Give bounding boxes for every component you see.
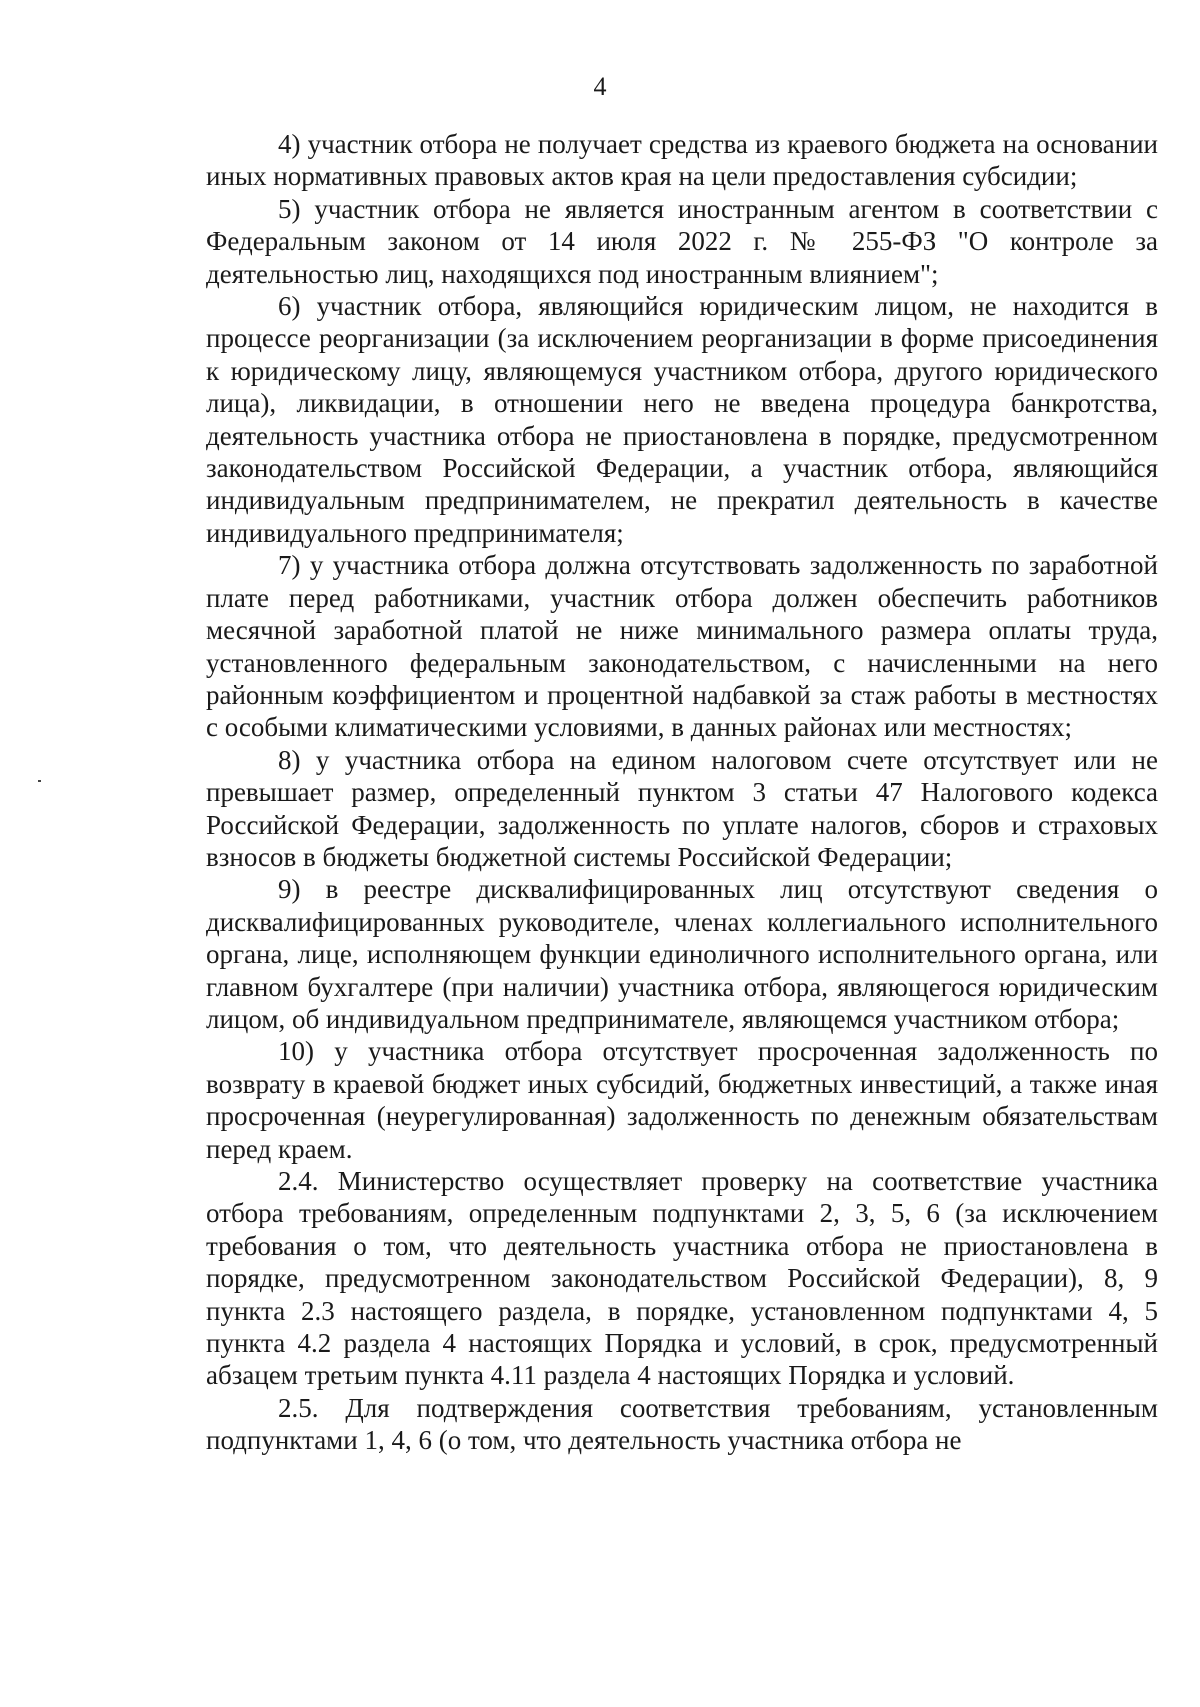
paragraph-item-8: 8) у участника отбора на едином налоговом счете отсутствует или не превышает размер, определенный пунктом 3 статьи 47 Налогового кодекса Российской Федерации, задолженность по уплате налогов, сборов и страховых взносов в бюджеты бюджетной системы Российской Федерации; — [206, 744, 1158, 872]
paragraph-item-4: 4) участник отбора не получает средства из краевого бюджета на основании иных нормативных правовых актов края на цели предоставления субсидии; — [206, 129, 1158, 192]
paragraph-clause-2-4: 2.4. Министерство осуществляет проверку на соответствие участника отбора требованиям, определенным подпунктами 2, 3, 5, 6 (за исключением требования о том, что деятельность участника отбора не приостановлена в порядке, предусмотренном законодательством Российской Федерации), 8, 9 пункта 2.3 настоящего раздела, в порядке, установленном подпунктами 4, 5 пункта 4.2 раздела 4 настоящих Порядка и условий, в срок, предусмотренный абзацем третьим пункта 4.11 раздела 4 настоящих Порядка и условий. — [206, 1166, 1158, 1391]
paragraph-item-7: 7) у участника отбора должна отсутствовать задолженность по заработной плате перед работниками, участник отбора должен обеспечить работников месячной заработной платой не ниже минимального размера оплаты труда, установленного федеральным законодательством, с начисленными на него районным коэффициентом и процентной надбавкой за стаж работы в местностях с особыми климатическими условиями, в данных районах или местностях; — [206, 550, 1158, 743]
paragraph-item-6: 6) участник отбора, являющийся юридическим лицом, не находится в процессе реорганизации (за исключением реорганизации в форме присоединения к юридическому лицу, являющемуся участником отбора, другого юридического лица), ликвидации, в отношении него не введена процедура банкротства, деятельность участника отбора не приостановлена в порядке, предусмотренном законодательством Российской Федерации, а участник отбора, являющийся индивидуальным предпринимателем, не прекратил деятельность в качестве индивидуального предпринимателя; — [206, 291, 1158, 548]
paragraph-clause-2-5: 2.5. Для подтверждения соответствия требованиям, установленным подпунктами 1, 4, 6 (о том, что деятельность участника отбора не — [206, 1392, 1158, 1456]
paragraph-item-9: 9) в реестре дисквалифицированных лиц отсутствуют сведения о дисквалифицированных руководителе, членах коллегиального исполнительного органа, лице, исполняющем функции единоличного исполнительного органа, или главном бухгалтере (при наличии) участника отбора, являющегося юридическим лицом, об индивидуальном предпринимателе, являющемся участником отбора; — [206, 874, 1158, 1034]
scan-mark — [38, 780, 41, 782]
page-number: 4 — [593, 72, 607, 101]
document-body — [206, 128, 1158, 1457]
paragraph-item-5: 5) участник отбора не является иностранным агентом в соответствии с Федеральным законом от 14 июля 2022 г. № 255-ФЗ "О контроле за деятельностью лиц, находящихся под иностранным влиянием"; — [206, 193, 1158, 289]
paragraph-item-10: 10) у участника отбора отсутствует просроченная задолженность по возврату в краевой бюджет иных субсидий, бюджетных инвестиций, а также иная просроченная (неурегулированная) задолженность по денежным обязательствам перед краем. — [206, 1036, 1158, 1164]
